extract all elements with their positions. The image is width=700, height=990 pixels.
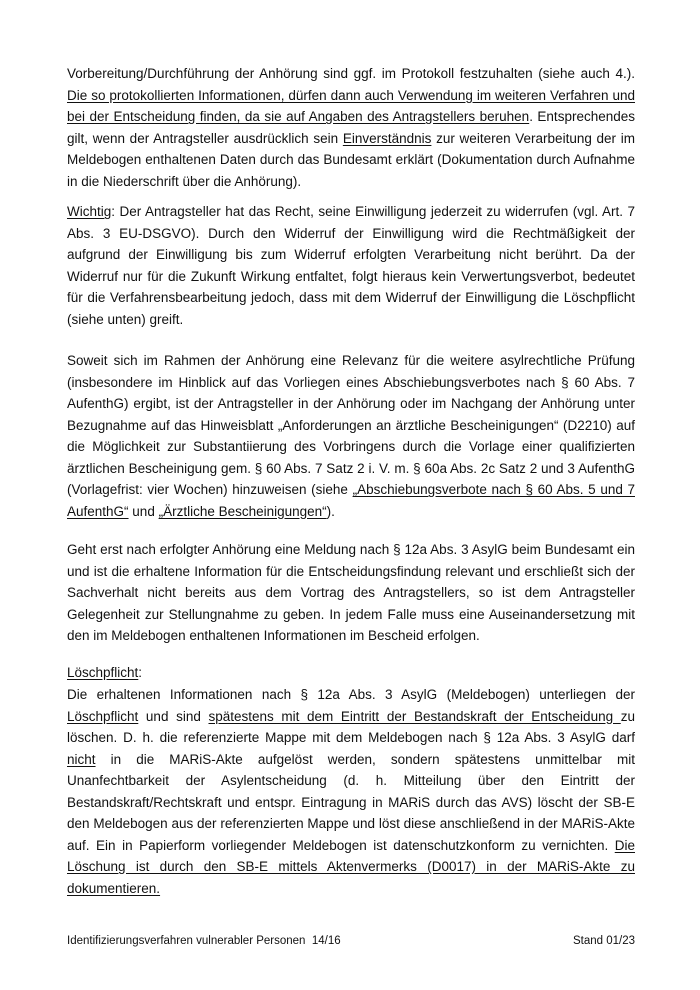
page-footer (67, 934, 635, 948)
footer-title: Identifizierungsverfahren vulnerabler Personen (67, 935, 306, 947)
section-loeschpflicht-heading (67, 662, 635, 684)
paragraph-meldung (67, 539, 635, 647)
underlined-text: spätestens mit dem Eintritt der Bestandskraft der Entscheidung (208, 708, 621, 724)
underlined-text: Die Löschung ist durch den SB-E mittels Aktenvermerks (D0017) in der MARiS-Akte zu dokumentieren. (67, 837, 635, 896)
underlined-text: Die so protokollierten Informationen, dürfen dann auch Verwendung im weiteren Verfahren und bei der Entscheidung finden, da sie auf Angaben des Antragstellers beruhen (67, 87, 635, 124)
section-heading: Löschpflicht (67, 665, 139, 680)
text-segment: Soweit sich im Rahmen der Anhörung eine Relevanz für die weitere asylrechtliche Prüfung (insbesondere im Hinblick auf das Vorliegen eines Abschiebungsverbotes nach § 60 Abs. 7 AufenthG) ergibt, ist der Antragsteller in der Anhörung oder im Nachgang der Anhörung unter Bezugnahme auf das Hinweisblatt „Anforderungen an ärztliche Bescheinigungen“ (D2210) auf die Möglichkeit zur Substantiierung des Vorbringens durch die Vorlage einer qualifizierten ärztlichen Bescheinigung gem. § 60 Abs. 7 Satz 2 i. V. m. § 60a Abs. 2c Satz 2 und 3 AufenthG (Vorlagefrist: vier Wochen) hinzuweisen (siehe (67, 353, 635, 497)
footer-stand: Stand 01/23 (572, 935, 635, 947)
text-segment: in die MARiS-Akte aufgelöst werden, sondern spätestens unmittelbar mit Unanfechtbarkeit der Asylentscheidung (d. h. Mitteilung über den Eintritt der Bestandskraft/Rechtskraft und entspr. Eintragung in MARiS durch das AVS) löscht der SB-E den Meldebogen aus der referenzierten Mappe und löst diese anschließend in der MARiS-Akte auf. Ein in Papierform vorliegender Meldebogen ist datenschutzkonform zu vernichten. (67, 751, 635, 853)
underlined-text: Löschpflicht (67, 708, 139, 724)
link-aerztliche-bescheinigungen[interactable]: „Ärztliche Bescheinigungen“ (158, 503, 327, 519)
paragraph-relevanz (67, 350, 635, 522)
paragraph-protokoll (67, 63, 635, 192)
text-segment: Geht erst nach erfolgter Anhörung eine Meldung nach § 12a Abs. 3 AsylG beim Bundesamt ein und ist die erhaltene Information für die Entscheidungsfindung relevant und erschließt sich der Sachverhalt nicht bereits aus dem Vortrag des Antragstellers, so ist dem Antragsteller Gelegenheit zur Stellungnahme zu geben. In jedem Falle muss eine Auseinandersetzung mit den im Meldebogen enthaltenen Informationen im Bescheid erfolgen. (67, 542, 635, 643)
underlined-text: Wichtig (67, 204, 112, 219)
text-segment: zur weiteren Verarbeitung der im Meldebogen enthaltenen Daten durch das Bundesamt erklärt (Dokumentation durch Aufnahme in die Niederschrift über die Anhörung). (67, 130, 635, 189)
text-segment: und (128, 503, 159, 519)
text-segment: Die erhaltenen Informationen nach § 12a Abs. 3 AsylG (Meldebogen) unterliegen der (67, 687, 635, 702)
underlined-text: nicht (67, 751, 96, 767)
text-segment: Vorbereitung/Durchführung der Anhörung sind ggf. im Protokoll festzuhalten (siehe auch 4.). (67, 66, 635, 81)
footer-page-number: 14/16 (311, 935, 341, 947)
text-segment: ). (326, 503, 335, 519)
text-segment: und sind (138, 708, 209, 724)
link-abschiebungsverbote[interactable]: „Abschiebungsverbote nach § 60 Abs. 5 und 7 AufenthG“ (67, 482, 635, 519)
underlined-text: Einverständnis (342, 130, 432, 146)
text-segment: . Entsprechendes gilt, wenn der Antragsteller ausdrücklich sein (67, 109, 635, 146)
text-segment: : Der Antragsteller hat das Recht, seine Einwilligung jederzeit zu widerrufen (vgl. Art. 7 Abs. 3 EU-DSGVO). Durch den Widerruf der Einwilligung wird die Rechtmäßigkeit der aufgrund der Einwilligung bis zum Widerruf erfolgten Verarbeitung nicht berührt. Da der Widerruf nur für die Zukunft Wirkung entfaltet, folgt hieraus kein Verwertungsverbot, bedeutet für die Verfahrensbearbeitung jedoch, dass mit dem Widerruf der Einwilligung die Löschpflicht (siehe unten) greift. (67, 204, 635, 327)
heading-colon: : (138, 665, 143, 680)
text-segment: zu löschen. D. h. die referenzierte Mappe mit dem Meldebogen nach § 12a Abs. 3 AsylG darf (67, 708, 635, 745)
paragraph-widerruf (67, 201, 635, 330)
paragraph-loeschpflicht (67, 684, 635, 899)
